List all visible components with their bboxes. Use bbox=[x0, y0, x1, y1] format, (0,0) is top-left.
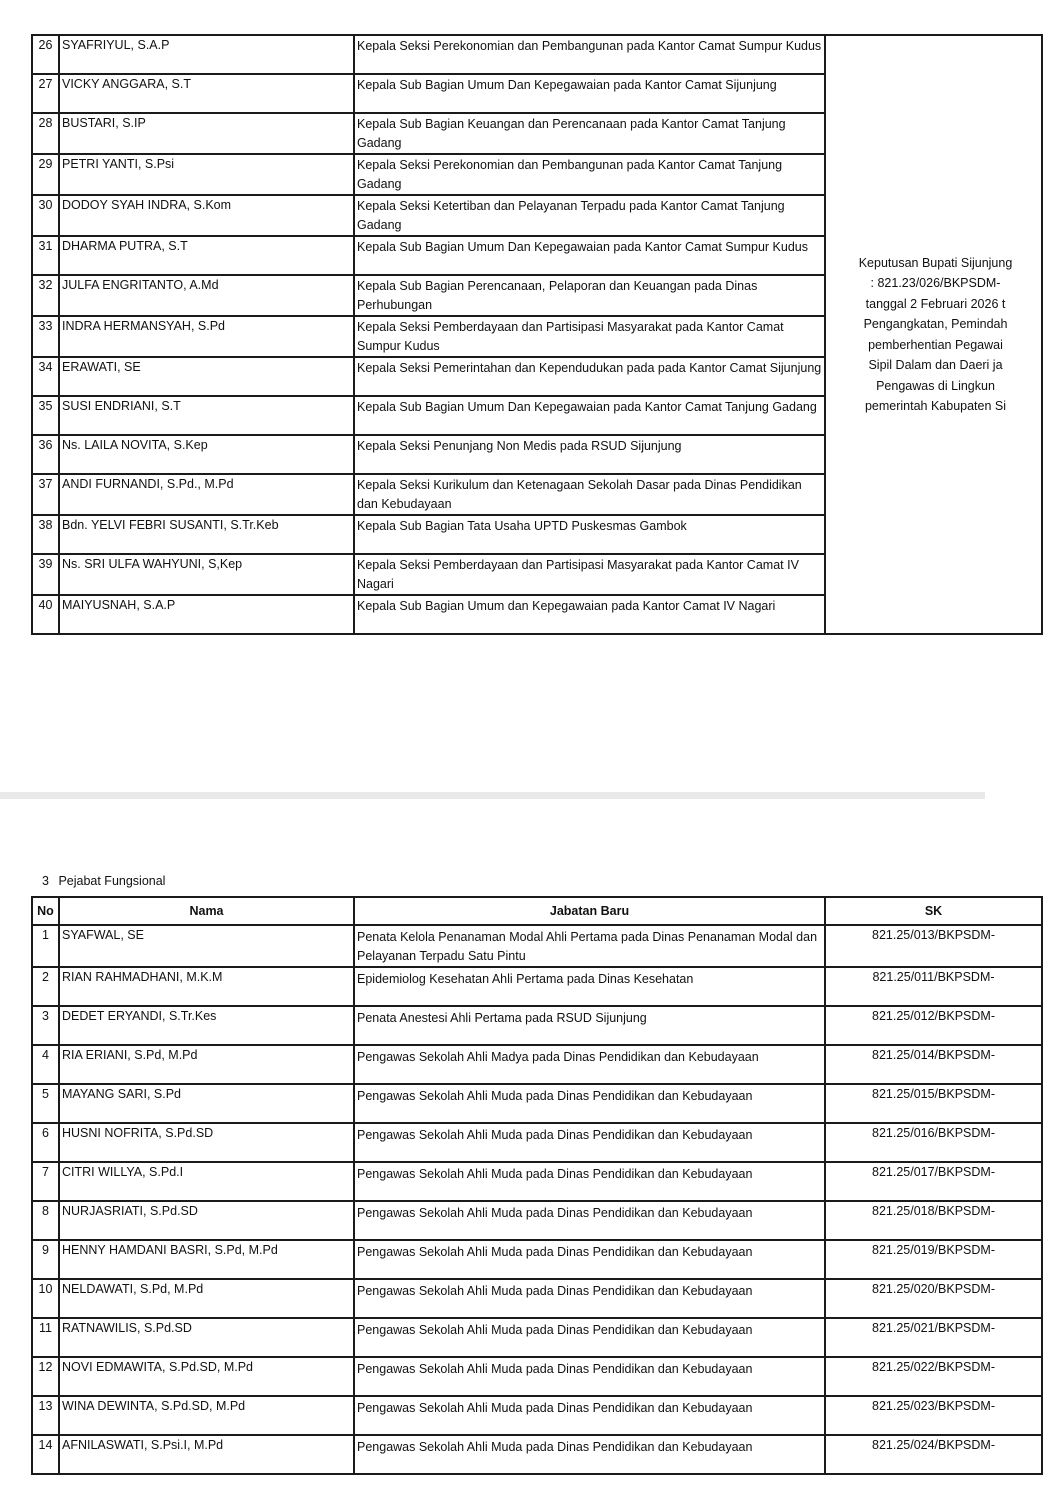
sk-number: 821.25/021/BKPSDM- bbox=[825, 1318, 1042, 1357]
position-text: Pengawas Sekolah Ahli Muda pada Dinas Pendidikan dan Kebudayaan bbox=[357, 1323, 753, 1337]
position-title bbox=[354, 357, 825, 396]
position-title bbox=[354, 1240, 825, 1279]
section-number: 3 bbox=[42, 874, 49, 888]
position-text: Pengawas Sekolah Ahli Muda pada Dinas Pendidikan dan Kebudayaan bbox=[357, 1284, 753, 1298]
position-title bbox=[354, 1084, 825, 1123]
row-number: 14 bbox=[32, 1435, 59, 1474]
position-text: Epidemiolog Kesehatan Ahli Pertama pada Dinas Kesehatan bbox=[357, 972, 694, 986]
header-position: Jabatan Baru bbox=[354, 897, 825, 925]
decree-line: pemerintah Kabupaten Si bbox=[864, 399, 1007, 413]
employee-name: SUSI ENDRIANI, S.T bbox=[59, 396, 354, 435]
row-number: 2 bbox=[32, 967, 59, 1006]
row-number: 9 bbox=[32, 1240, 59, 1279]
decree-line: Keputusan Bupati Sijunjung bbox=[858, 255, 1013, 270]
employee-name: CITRI WILLYA, S.Pd.I bbox=[59, 1162, 354, 1201]
header-sk: SK bbox=[825, 897, 1042, 925]
position-title bbox=[354, 1123, 825, 1162]
employee-name: RATNAWILIS, S.Pd.SD bbox=[59, 1318, 354, 1357]
position-text: Pengawas Sekolah Ahli Muda pada Dinas Pendidikan dan Kebudayaan bbox=[357, 1245, 753, 1259]
position-text: Kepala Seksi Pemerintahan dan Kependudukan pada pada Kantor Camat Sijunjung bbox=[357, 361, 822, 375]
row-number: 4 bbox=[32, 1045, 59, 1084]
position-text: Kepala Sub Bagian Umum dan Kepegawaian pada Kantor Camat IV Nagari bbox=[357, 599, 776, 613]
sk-number: 821.25/013/BKPSDM- bbox=[825, 925, 1042, 967]
employee-name: VICKY ANGGARA, S.T bbox=[59, 74, 354, 113]
employee-name: HUSNI NOFRITA, S.Pd.SD bbox=[59, 1123, 354, 1162]
employee-name: BUSTARI, S.IP bbox=[59, 113, 354, 154]
employee-name: Bdn. YELVI FEBRI SUSANTI, S.Tr.Keb bbox=[59, 515, 354, 554]
row-number: 35 bbox=[32, 396, 59, 435]
employee-name: ANDI FURNANDI, S.Pd., M.Pd bbox=[59, 474, 354, 515]
position-text: Pengawas Sekolah Ahli Madya pada Dinas Pendidikan dan Kebudayaan bbox=[357, 1050, 759, 1064]
position-text: Kepala Sub Bagian Keuangan dan Perencanaan pada Kantor Camat Tanjung Gadang bbox=[357, 117, 786, 150]
employee-name: INDRA HERMANSYAH, S.Pd bbox=[59, 316, 354, 357]
position-title bbox=[354, 1279, 825, 1318]
row-number: 6 bbox=[32, 1123, 59, 1162]
position-text: Kepala Seksi Kurikulum dan Ketenagaan Sekolah Dasar pada Dinas Pendidikan dan Kebudayaan bbox=[357, 478, 802, 511]
sk-number: 821.25/012/BKPSDM- bbox=[825, 1006, 1042, 1045]
decree-line: Pengawas di Lingkun bbox=[876, 378, 995, 393]
position-text: Kepala Sub Bagian Tata Usaha UPTD Puskesmas Gambok bbox=[357, 519, 687, 533]
position-text: Kepala Sub Bagian Umum Dan Kepegawaian pada Kantor Camat Sumpur Kudus bbox=[357, 240, 808, 254]
position-text: Pengawas Sekolah Ahli Muda pada Dinas Pendidikan dan Kebudayaan bbox=[357, 1167, 753, 1181]
table-row bbox=[32, 1279, 1042, 1318]
position-text: Pengawas Sekolah Ahli Muda pada Dinas Pendidikan dan Kebudayaan bbox=[357, 1128, 753, 1142]
sk-number: 821.25/016/BKPSDM- bbox=[825, 1123, 1042, 1162]
position-title bbox=[354, 474, 825, 515]
table-row bbox=[32, 1123, 1042, 1162]
row-number: 11 bbox=[32, 1318, 59, 1357]
position-title bbox=[354, 35, 825, 74]
employee-name: WINA DEWINTA, S.Pd.SD, M.Pd bbox=[59, 1396, 354, 1435]
position-text: Pengawas Sekolah Ahli Muda pada Dinas Pendidikan dan Kebudayaan bbox=[357, 1401, 753, 1415]
decree-line: Pengangkatan, Pemindah bbox=[863, 317, 1008, 331]
row-number: 37 bbox=[32, 474, 59, 515]
employee-name: NURJASRIATI, S.Pd.SD bbox=[59, 1201, 354, 1240]
position-text: Pengawas Sekolah Ahli Muda pada Dinas Pendidikan dan Kebudayaan bbox=[357, 1089, 753, 1103]
position-text: Kepala Sub Bagian Umum Dan Kepegawaian pada Kantor Camat Tanjung Gadang bbox=[357, 400, 817, 414]
sk-number: 821.25/022/BKPSDM- bbox=[825, 1357, 1042, 1396]
position-title bbox=[354, 74, 825, 113]
position-text: Kepala Seksi Ketertiban dan Pelayanan Terpadu pada Kantor Camat Tanjung Gadang bbox=[357, 199, 785, 232]
structural-officials-table bbox=[31, 34, 1043, 635]
employee-name: DEDET ERYANDI, S.Tr.Kes bbox=[59, 1006, 354, 1045]
sk-number: 821.25/011/BKPSDM- bbox=[825, 967, 1042, 1006]
position-title bbox=[354, 195, 825, 236]
position-text: Pengawas Sekolah Ahli Muda pada Dinas Pendidikan dan Kebudayaan bbox=[357, 1362, 753, 1376]
row-number: 30 bbox=[32, 195, 59, 236]
employee-name: DODOY SYAH INDRA, S.Kom bbox=[59, 195, 354, 236]
employee-name: DHARMA PUTRA, S.T bbox=[59, 236, 354, 275]
position-text: Kepala Seksi Pemberdayaan dan Partisipasi Masyarakat pada Kantor Camat Sumpur Kudus bbox=[357, 320, 784, 353]
decree-line: pemberhentian Pegawai bbox=[868, 337, 1003, 352]
employee-name: MAYANG SARI, S.Pd bbox=[59, 1084, 354, 1123]
row-number: 31 bbox=[32, 236, 59, 275]
decree-line: : 821.23/026/BKPSDM- bbox=[870, 276, 1001, 290]
position-title bbox=[354, 316, 825, 357]
row-number: 7 bbox=[32, 1162, 59, 1201]
position-text: Kepala Seksi Perekonomian dan Pembangunan pada Kantor Camat Tanjung Gadang bbox=[357, 158, 783, 191]
functional-officials-table bbox=[31, 896, 1043, 1475]
section-title bbox=[42, 874, 171, 888]
position-text: Kepala Seksi Perekonomian dan Pembangunan pada Kantor Camat Sumpur Kudus bbox=[357, 39, 822, 53]
row-number: 34 bbox=[32, 357, 59, 396]
position-title bbox=[354, 1396, 825, 1435]
table-row bbox=[32, 1357, 1042, 1396]
position-title bbox=[354, 1045, 825, 1084]
position-title bbox=[354, 1162, 825, 1201]
header-name: Nama bbox=[59, 897, 354, 925]
row-number: 40 bbox=[32, 595, 59, 634]
table-row bbox=[32, 1006, 1042, 1045]
table-row bbox=[32, 1435, 1042, 1474]
row-number: 26 bbox=[32, 35, 59, 74]
position-title bbox=[354, 515, 825, 554]
employee-name: HENNY HAMDANI BASRI, S.Pd, M.Pd bbox=[59, 1240, 354, 1279]
sk-number: 821.25/020/BKPSDM- bbox=[825, 1279, 1042, 1318]
position-title bbox=[354, 967, 825, 1006]
position-title bbox=[354, 154, 825, 195]
row-number: 33 bbox=[32, 316, 59, 357]
structural-officials-table-section bbox=[0, 0, 1013, 640]
position-title bbox=[354, 435, 825, 474]
row-number: 10 bbox=[32, 1279, 59, 1318]
page-break bbox=[0, 792, 985, 799]
position-text: Penata Anestesi Ahli Pertama pada RSUD Sijunjung bbox=[357, 1011, 647, 1025]
decree-reference bbox=[825, 35, 1042, 634]
table-row bbox=[32, 1318, 1042, 1357]
position-text: Kepala Sub Bagian Umum Dan Kepegawaian pada Kantor Camat Sijunjung bbox=[357, 78, 777, 92]
row-number: 38 bbox=[32, 515, 59, 554]
section-heading: Pejabat Fungsional bbox=[58, 874, 166, 888]
row-number: 28 bbox=[32, 113, 59, 154]
sk-number: 821.25/014/BKPSDM- bbox=[825, 1045, 1042, 1084]
position-title bbox=[354, 1006, 825, 1045]
position-text: Kepala Seksi Penunjang Non Medis pada RSUD Sijunjung bbox=[357, 439, 682, 453]
table-row bbox=[32, 1201, 1042, 1240]
row-number: 3 bbox=[32, 1006, 59, 1045]
employee-name: RIAN RAHMADHANI, M.K.M bbox=[59, 967, 354, 1006]
employee-name: SYAFRIYUL, S.A.P bbox=[59, 35, 354, 74]
table-row bbox=[32, 35, 1042, 74]
table-header-row bbox=[32, 897, 1042, 925]
table-row bbox=[32, 1045, 1042, 1084]
functional-officials-section bbox=[0, 870, 995, 1511]
employee-name: NOVI EDMAWITA, S.Pd.SD, M.Pd bbox=[59, 1357, 354, 1396]
row-number: 27 bbox=[32, 74, 59, 113]
employee-name: ERAWATI, SE bbox=[59, 357, 354, 396]
row-number: 29 bbox=[32, 154, 59, 195]
employee-name: MAIYUSNAH, S.A.P bbox=[59, 595, 354, 634]
position-title bbox=[354, 1201, 825, 1240]
row-number: 12 bbox=[32, 1357, 59, 1396]
sk-number: 821.25/018/BKPSDM- bbox=[825, 1201, 1042, 1240]
position-text: Pengawas Sekolah Ahli Muda pada Dinas Pendidikan dan Kebudayaan bbox=[357, 1440, 753, 1454]
sk-number: 821.25/019/BKPSDM- bbox=[825, 1240, 1042, 1279]
table-row bbox=[32, 925, 1042, 967]
employee-name: PETRI YANTI, S.Psi bbox=[59, 154, 354, 195]
table-row bbox=[32, 967, 1042, 1006]
position-title bbox=[354, 1318, 825, 1357]
table-row bbox=[32, 1162, 1042, 1201]
row-number: 8 bbox=[32, 1201, 59, 1240]
decree-line: tanggal 2 Februari 2026 t bbox=[865, 296, 1006, 311]
position-title bbox=[354, 595, 825, 634]
position-text: Penata Kelola Penanaman Modal Ahli Pertama pada Dinas Penanaman Modal dan Pelayanan Terpadu Satu Pintu bbox=[357, 930, 818, 963]
employee-name: Ns. LAILA NOVITA, S.Kep bbox=[59, 435, 354, 474]
position-title bbox=[354, 1357, 825, 1396]
position-title bbox=[354, 236, 825, 275]
table-row bbox=[32, 1396, 1042, 1435]
table-row bbox=[32, 1240, 1042, 1279]
row-number: 5 bbox=[32, 1084, 59, 1123]
row-number: 32 bbox=[32, 275, 59, 316]
position-text: Pengawas Sekolah Ahli Muda pada Dinas Pendidikan dan Kebudayaan bbox=[357, 1206, 753, 1220]
position-title bbox=[354, 925, 825, 967]
employee-name: RIA ERIANI, S.Pd, M.Pd bbox=[59, 1045, 354, 1084]
row-number: 1 bbox=[32, 925, 59, 967]
position-title bbox=[354, 554, 825, 595]
position-title bbox=[354, 275, 825, 316]
sk-number: 821.25/024/BKPSDM- bbox=[825, 1435, 1042, 1474]
row-number: 13 bbox=[32, 1396, 59, 1435]
employee-name: Ns. SRI ULFA WAHYUNI, S,Kep bbox=[59, 554, 354, 595]
employee-name: JULFA ENGRITANTO, A.Md bbox=[59, 275, 354, 316]
position-title bbox=[354, 396, 825, 435]
position-title bbox=[354, 113, 825, 154]
sk-number: 821.25/017/BKPSDM- bbox=[825, 1162, 1042, 1201]
header-no: No bbox=[32, 897, 59, 925]
position-title bbox=[354, 1435, 825, 1474]
sk-number: 821.25/023/BKPSDM- bbox=[825, 1396, 1042, 1435]
row-number: 36 bbox=[32, 435, 59, 474]
decree-line: Sipil Dalam dan Daeri ja bbox=[868, 358, 1003, 372]
sk-number: 821.25/015/BKPSDM- bbox=[825, 1084, 1042, 1123]
table-row bbox=[32, 1084, 1042, 1123]
position-text: Kepala Seksi Pemberdayaan dan Partisipasi Masyarakat pada Kantor Camat IV Nagari bbox=[357, 558, 799, 591]
position-text: Kepala Sub Bagian Perencanaan, Pelaporan dan Keuangan pada Dinas Perhubungan bbox=[357, 279, 758, 312]
row-number: 39 bbox=[32, 554, 59, 595]
employee-name: SYAFWAL, SE bbox=[59, 925, 354, 967]
employee-name: AFNILASWATI, S.Psi.I, M.Pd bbox=[59, 1435, 354, 1474]
employee-name: NELDAWATI, S.Pd, M.Pd bbox=[59, 1279, 354, 1318]
